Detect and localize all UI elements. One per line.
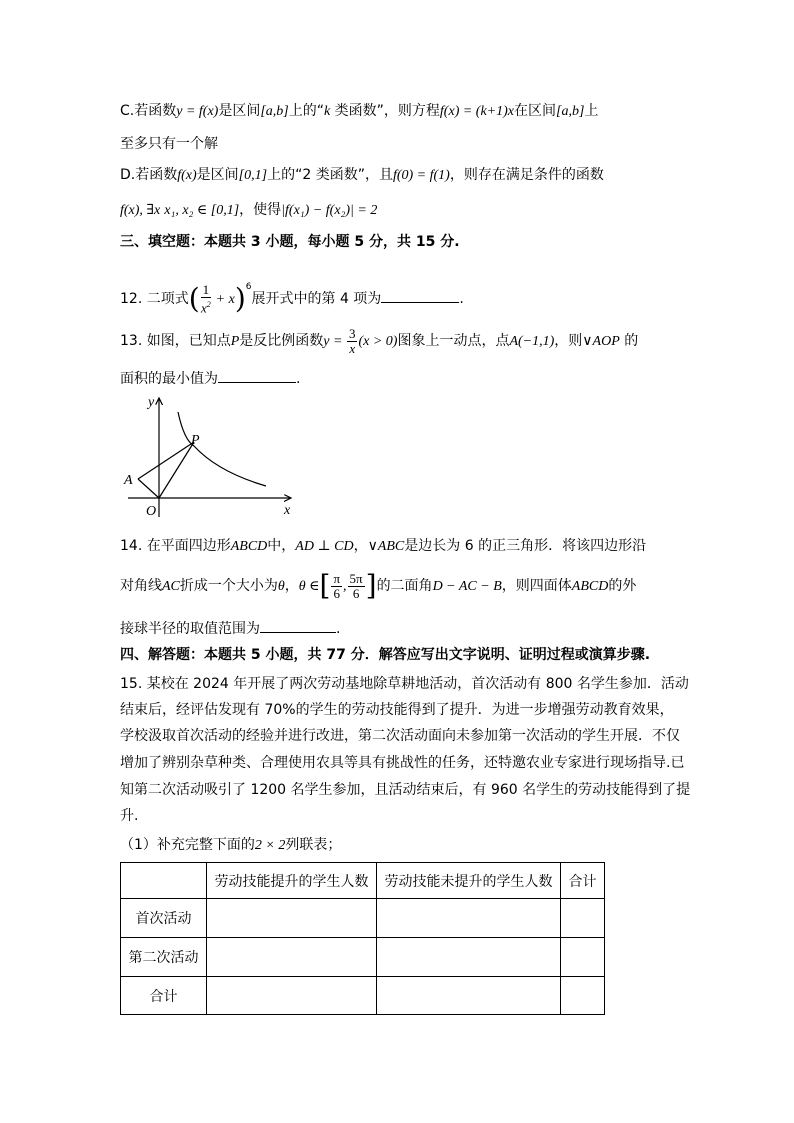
text: 12. 二项式 [120, 291, 189, 307]
text: 列联表； [285, 837, 342, 853]
math-dihedral: D − AC − B [432, 579, 502, 594]
text: ， [353, 538, 368, 554]
section4-heading: 四、解答题：本题共 5 小题，共 77 分．解答应写出文字说明、证明过程或演算步骤. [120, 647, 651, 663]
math-interval: [a,b] [260, 104, 289, 119]
table-row [121, 938, 605, 977]
math-condition: x₁, x₂ ∈ [0,1] [164, 203, 240, 218]
text: 对角线 [120, 578, 162, 594]
row-label: 第二次活动 [121, 938, 207, 977]
question-15-line: 增加了辨别杂草种类、合理使用农具等具有挑战性的任务，还特邀农业专家进行现场指导.已 [120, 755, 685, 771]
text: 类函数”，则方程 [330, 103, 440, 119]
label-x: x [284, 503, 291, 518]
fraction-pi-6: $\frac{\pi}{6}$ [333, 570, 341, 601]
row-label: 合计 [121, 977, 207, 1015]
question-13-line2 [120, 368, 300, 389]
math-p: P [230, 334, 240, 349]
table-cell[interactable] [207, 938, 377, 977]
math-triangle: ∨ABC [367, 539, 405, 554]
table-cell[interactable] [561, 938, 605, 977]
table-header-cell [121, 863, 207, 899]
math-condition: (x > 0) [358, 334, 398, 349]
text: 的二面角 [376, 578, 433, 594]
text: 上 [584, 103, 599, 119]
bracket-open: [ [319, 569, 331, 602]
text: ，则存在满足条件的函数 [449, 167, 604, 183]
math-interval: [0,1] [238, 168, 268, 183]
question-14-line3 [120, 618, 340, 639]
question-15-line: 升. [120, 808, 139, 824]
table-cell[interactable] [561, 899, 605, 938]
answer-blank[interactable] [260, 618, 336, 633]
text: 折成一个大小为 [179, 578, 278, 594]
label-o: O [146, 504, 157, 519]
text: 的 [619, 333, 639, 349]
text: 13. 如图，已知点 [120, 333, 231, 349]
math-theta: θ [277, 579, 285, 594]
text: 展开式中的第 4 项为 [251, 291, 382, 307]
text: . [459, 291, 464, 307]
table-header-row [121, 863, 605, 899]
row-label: 首次活动 [121, 899, 207, 938]
text: 是边长为 6 的正三角形．将该四边形沿 [404, 538, 647, 554]
math-equation: f(0) = f(1) [392, 168, 450, 183]
table-cell[interactable] [377, 938, 561, 977]
math-k: k [324, 104, 331, 119]
question-15-line: 结束后，经评估发现有 70%的学生的劳动技能得到了提升．为进一步增强劳动教育效果， [120, 702, 674, 718]
bracket-close: ] [365, 569, 377, 602]
paren-close: ) [234, 282, 246, 315]
table-cell[interactable] [561, 977, 605, 1015]
segment-ap [138, 442, 194, 479]
text: 面积的最小值为 [120, 371, 218, 387]
math-2x2: 2 × 2 [254, 838, 286, 853]
text: 是反比例函数 [239, 333, 324, 349]
option-d-line1 [120, 165, 604, 186]
math-point-a: A(−1,1) [509, 334, 555, 349]
text: 在区间 [514, 103, 556, 119]
answer-blank[interactable] [218, 368, 296, 383]
table-cell[interactable] [377, 899, 561, 938]
text: 是区间 [196, 167, 239, 183]
hyperbola-curve [178, 412, 266, 486]
contingency-table [120, 862, 605, 1015]
table-cell[interactable] [207, 977, 377, 1015]
math-abs: |f(x₁) − f(x₂)| = 2 [281, 203, 378, 218]
table-row [121, 977, 605, 1015]
fraction-3-over-x: $\frac{3}{x}$ [348, 325, 356, 356]
math-theta-in: θ ∈ [298, 579, 320, 594]
text: （1）补充完整下面的 [120, 837, 255, 853]
text: 中， [267, 538, 296, 554]
label-a: A [124, 473, 133, 488]
text: 上的“ [288, 103, 324, 119]
table-row [121, 899, 605, 938]
question-14-line1 [120, 536, 646, 557]
text: 上的“2 类函数”，且 [267, 167, 393, 183]
text: D.若函数 [120, 167, 178, 183]
math-perp: AD ⊥ CD [295, 539, 354, 554]
table-header-cell: 劳动技能未提升的学生人数 [377, 863, 561, 899]
math-fx: f(x) [177, 168, 197, 183]
table-header-cell: 合计 [561, 863, 605, 899]
paren-open: ( [188, 282, 200, 315]
question-15-sub1 [120, 835, 341, 856]
question-13-line1: 13. 如图，已知点P是反比例函数y = $\frac{3}{x}$ (x > 0)图象上一动点，点A(−1,1)，则∨AOP 的 [120, 325, 639, 356]
answer-blank[interactable] [381, 288, 459, 303]
question-15-line: 15. 某校在 2024 年开展了两次劳动基地除草耕地活动，首次活动有 800 名学生参加．活动 [120, 676, 689, 692]
table-cell[interactable] [377, 977, 561, 1015]
math-triangle: ∨AOP [582, 334, 620, 349]
segment-op [159, 442, 194, 498]
question-12: 12. 二项式( $\frac{1}{x^2}$ + x)$^6$展开式中的第 4 项为 . [120, 281, 464, 316]
question-15-line: 知第二次活动吸引了 1200 名学生参加，且活动结束后，有 960 名学生的劳动技能得到了提 [120, 782, 691, 798]
text: . [336, 621, 341, 637]
text: . [296, 371, 301, 387]
fraction-1-over-x2: $\frac{1}{x^2}$ [201, 281, 211, 316]
math-ac: AC [162, 579, 180, 594]
text: C.若函数 [120, 103, 177, 119]
fraction-5pi-6: $\frac{5\pi}{6}$ [349, 570, 363, 601]
math-abcd: ABCD [571, 579, 609, 594]
option-d-line2 [120, 200, 377, 221]
math-abcd: ABCD [230, 539, 268, 554]
math-equation: f(x) = (k+1)x [439, 104, 514, 119]
table-cell[interactable] [207, 899, 377, 938]
math-interval: [a,b] [556, 104, 585, 119]
text: 图象上一动点，点 [397, 333, 510, 349]
table-header-cell: 劳动技能提升的学生人数 [207, 863, 377, 899]
text: ，使得 [239, 202, 282, 218]
math-fx-exists: f(x), ∃x [120, 203, 161, 218]
text: ，则四面体 [501, 578, 572, 594]
question-14-line2: 对角线AC折成一个大小为θ，θ ∈[ $\frac{\pi}{6}$ , $\frac{5\pi}{6}$ ]的二面角D − AC − B，则四面体ABCD的外 [120, 569, 637, 602]
text: ， [284, 578, 299, 594]
segment-ao [138, 479, 159, 498]
text: 是区间 [218, 103, 261, 119]
option-c-line1 [120, 101, 598, 122]
graph-figure [118, 392, 303, 522]
text: 接球半径的取值范围为 [120, 621, 260, 637]
text: ，则 [554, 333, 583, 349]
option-c-line2: 至多只有一个解 [120, 136, 218, 152]
label-p: P [191, 433, 200, 448]
math-y-eq: y = f(x) [176, 104, 219, 119]
question-15-line: 学校汲取首次活动的经验并进行改进，第二次活动面向未参加第一次活动的学生开展．不仅 [120, 728, 680, 744]
section3-heading: 三、填空题：本题共 3 小题，每小题 5 分，共 15 分. [120, 234, 460, 250]
text: 14. 在平面四边形 [120, 538, 231, 554]
label-y: y [148, 395, 155, 410]
text: 的外 [608, 578, 637, 594]
